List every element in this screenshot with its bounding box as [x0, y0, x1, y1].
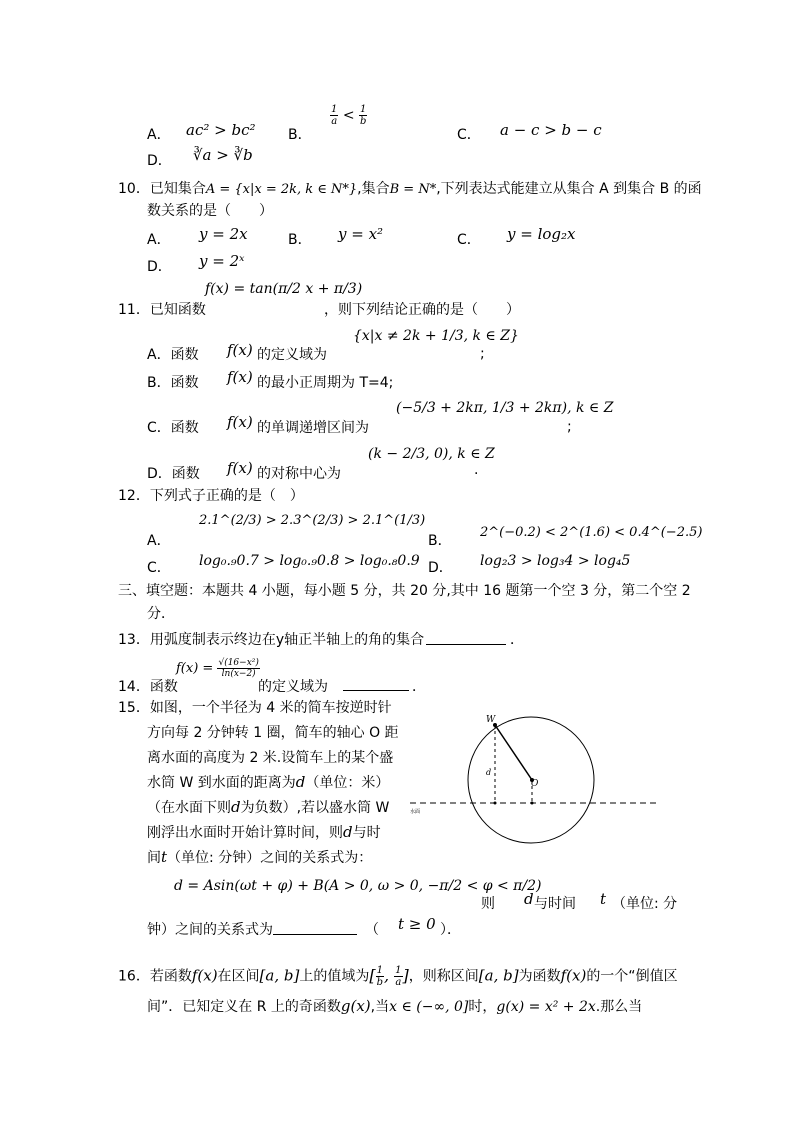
foot-point-o — [531, 802, 534, 805]
q12-option-a-label: A． — [147, 533, 171, 549]
label-d: d — [486, 768, 492, 777]
q11-option-a-f: f(x) — [227, 341, 253, 359]
waterwheel-figure — [410, 705, 670, 845]
section-3-header: 三、填空题：本题共 4 小题，每小题 5 分，共 20 分,其中 16 题第一个空 3 分，第二个空 2 — [118, 583, 691, 599]
q16-line2b: ,当 — [370, 999, 390, 1015]
q10-option-b: y = x² — [338, 225, 384, 243]
label-o: O — [531, 779, 539, 789]
q11-option-a-text: 的定义域为 — [257, 347, 327, 363]
q16-range-den2: a — [395, 977, 402, 988]
q9-b-num2: 1 — [360, 104, 367, 115]
q15-after-b: 与时间 — [534, 896, 576, 912]
q11-option-b-f: f(x) — [227, 368, 253, 386]
q13-answer-blank[interactable] — [426, 632, 506, 645]
q15-answer-blank[interactable] — [273, 922, 357, 935]
q11-option-d-text: 的对称中心为 — [257, 466, 341, 482]
q9-option-a-label: A． — [147, 127, 171, 143]
q15-after-a: 则 — [481, 896, 495, 912]
q15-line3: 离水面的高度为 2 米.设简车上的某个盛 — [147, 750, 394, 766]
q12-title: 12．下列式子正确的是（ ） — [118, 488, 304, 504]
q16-f: f(x) — [191, 966, 218, 985]
q14-den: ln(x−2) — [221, 669, 256, 679]
q15-line9c: ）． — [440, 922, 461, 938]
q10-line2: 数关系的是（ ） — [147, 203, 273, 219]
q16-range-num1: 1 — [376, 965, 383, 976]
q11-formula: f(x) = tan(π/2 x + π/3) — [205, 281, 363, 297]
foot-point-w — [494, 802, 497, 805]
q16-line2a: 间”．已知定义在 R 上的奇函数 — [147, 999, 341, 1015]
q15-line6a: 刚浮出水面时开始计算时间，则 — [147, 825, 343, 841]
q10-set-a: A = {x|x = 2k, k ∈ N*} — [205, 182, 358, 197]
q14-prefix: 14．函数 — [118, 679, 178, 695]
q11-option-b-text: 的最小正周期为 T=4; — [257, 375, 394, 391]
q11-option-c-label: C．函数 — [147, 420, 199, 436]
q11-option-a-end: ; — [480, 346, 485, 362]
q16-range-num2: 1 — [395, 965, 402, 976]
q15-line5b: 为负数）,若以盛水筒 W — [240, 800, 390, 816]
q16-range-den1: b — [376, 977, 383, 988]
q15-line7b: （单位: 分钟）之间的关系式为： — [167, 850, 373, 866]
q9-option-c-label: C． — [457, 127, 481, 143]
section-3-header-cont: 分． — [147, 606, 175, 622]
q10-option-c-label: C． — [457, 232, 481, 248]
q9-option-d: ∛a > ∛b — [193, 146, 253, 164]
q15-line5-var: d — [231, 798, 241, 816]
q9-b-den2: b — [360, 116, 367, 127]
q11-option-a-math: {x|x ≠ 2k + 1/3, k ∈ Z} — [353, 328, 519, 344]
q15-formula: d = Asin(ωt + φ) + B(A > 0, ω > 0, −π/2 < φ < π/2) — [174, 878, 542, 894]
label-w: W — [486, 715, 496, 725]
q10-mid: ,集合 — [357, 181, 390, 197]
q10-option-d: y = 2ˣ — [199, 252, 245, 270]
q16-line1 — [118, 965, 678, 988]
q9-option-a: ac² > bc² — [186, 121, 256, 139]
q10-line1 — [118, 178, 702, 198]
q11-option-d-label: D．函数 — [147, 466, 200, 482]
q12-option-d: log₂3 > log₃4 > log₄5 — [480, 553, 631, 569]
q15-line6-var: d — [343, 823, 353, 841]
q16-range: [ $\frac{1}{b}$ , $\frac{1}{a}$ ] — [369, 965, 409, 988]
q15-line5a: （在水面下则 — [147, 800, 231, 816]
q9-option-b — [330, 104, 367, 127]
q15-line9a: 钟）之间的关系式为 — [147, 922, 273, 938]
q16-g: g(x) — [340, 997, 371, 1015]
q16-line2c: 时， — [468, 999, 497, 1015]
label-water: 水面 — [410, 809, 421, 815]
q11-prefix: 11．已知函数 — [118, 302, 206, 318]
q16-t1: 在区间 — [217, 968, 260, 985]
q11-suffix: ，则下列结论正确的是（ ） — [324, 302, 520, 318]
q15-after-c: （单位: 分 — [612, 896, 678, 912]
q11-option-c-f: f(x) — [227, 413, 253, 431]
q15-line5 — [147, 797, 389, 817]
q16-prefix: 16．若函数 — [118, 968, 192, 985]
q15-line7 — [147, 847, 372, 867]
q15-condition: t ≥ 0 — [398, 915, 436, 933]
q10-option-d-label: D． — [147, 259, 172, 275]
q16-cond: x ∈ (−∞, 0] — [389, 999, 469, 1015]
q15-line6b: 与时 — [352, 825, 381, 841]
q15-line4-var: d — [295, 773, 306, 791]
q15-line2: 方向每 2 分钟转 1 圈，简车的轴心 O 距 — [147, 725, 399, 741]
q15-line4a: 水筒 W 到水面的距离为 — [147, 775, 296, 791]
q10-option-c: y = log₂x — [507, 225, 576, 243]
q13-text: 13．用弧度制表示终边在y轴正半轴上的角的集合 — [118, 632, 425, 648]
q14-formula — [176, 658, 260, 679]
q10-prefix: 10．已知集合 — [118, 181, 206, 197]
q12-option-c-label: C． — [147, 560, 171, 576]
q14-end: ． — [412, 679, 426, 695]
q13-end: ． — [510, 632, 524, 648]
q16-ab2: [a, b] — [478, 966, 519, 985]
q15-after-var: d — [524, 890, 534, 908]
q11-option-b-label: B．函数 — [147, 375, 199, 391]
q16-f2: f(x) — [560, 966, 587, 985]
q11-option-c-text: 的单调递增区间为 — [257, 420, 369, 436]
q11-option-d-end: . — [474, 462, 479, 478]
q12-option-a: 2.1^(2/3) > 2.3^(2/3) > 2.1^(1/3) — [199, 513, 426, 528]
q9-option-b-label: B． — [288, 127, 312, 143]
q11-option-c-end: ; — [567, 419, 572, 435]
q16-line2d: .那么当 — [595, 999, 643, 1015]
q9-b-den1: a — [331, 116, 338, 127]
q15-line9b: （ — [365, 922, 379, 938]
q9-option-d-label: D． — [147, 153, 172, 169]
q9-b-num1: 1 — [331, 104, 338, 115]
q15-line7a: 间 — [147, 850, 161, 866]
q16-t3: ，则称区间 — [408, 968, 479, 985]
q11-option-d-math: (k − 2/3, 0), k ∈ Z — [368, 446, 495, 462]
q16-t4: 为函数 — [518, 968, 561, 985]
q9-b-lt: < — [342, 107, 355, 124]
q12-option-b: 2^(−0.2) < 2^(1.6) < 0.4^(−2.5) — [480, 525, 703, 540]
q16-ab: [a, b] — [259, 966, 300, 985]
q12-option-d-label: D． — [428, 560, 453, 576]
radius-line — [495, 725, 532, 780]
q11-option-a-label: A．函数 — [147, 347, 199, 363]
q10-set-b: B = N* — [389, 182, 437, 197]
q16-t5: 的一个“倒值区 — [586, 968, 678, 985]
q11-option-c-math: (−5/3 + 2kπ, 1/3 + 2kπ), k ∈ Z — [396, 400, 614, 416]
q15-line6 — [147, 822, 381, 842]
q10-option-a-label: A． — [147, 232, 171, 248]
q15-after-var2: t — [600, 890, 607, 908]
q10-option-b-label: B． — [288, 232, 312, 248]
q16-t2: 上的值域为 — [299, 968, 370, 985]
q14-answer-blank[interactable] — [343, 678, 409, 691]
q11-option-d-f: f(x) — [227, 459, 253, 477]
q16-line2 — [147, 996, 642, 1016]
q10-option-a: y = 2x — [199, 225, 248, 243]
q14-num: √(16−x²) — [218, 658, 259, 668]
q16-gdef: g(x) = x² + 2x — [496, 999, 596, 1015]
q14-suffix: 的定义域为 — [258, 679, 328, 695]
q12-option-b-label: B． — [428, 533, 452, 549]
q9-option-c: a − c > b − c — [500, 121, 602, 139]
q15-line4b: （单位：米） — [305, 775, 390, 791]
q14-lhs: f(x) = — [176, 661, 214, 676]
q15-line7-var: t — [161, 848, 168, 866]
q10-suffix: ,下列表达式能建立从集合 A 到集合 B 的函 — [436, 181, 702, 197]
q12-option-c: log₀.₉0.7 > log₀.₉0.8 > log₀.₈0.9 — [199, 553, 420, 569]
q15-line1: 15．如图，一个半径为 4 米的简车按逆时针 — [118, 700, 392, 716]
q15-line4 — [147, 772, 389, 792]
